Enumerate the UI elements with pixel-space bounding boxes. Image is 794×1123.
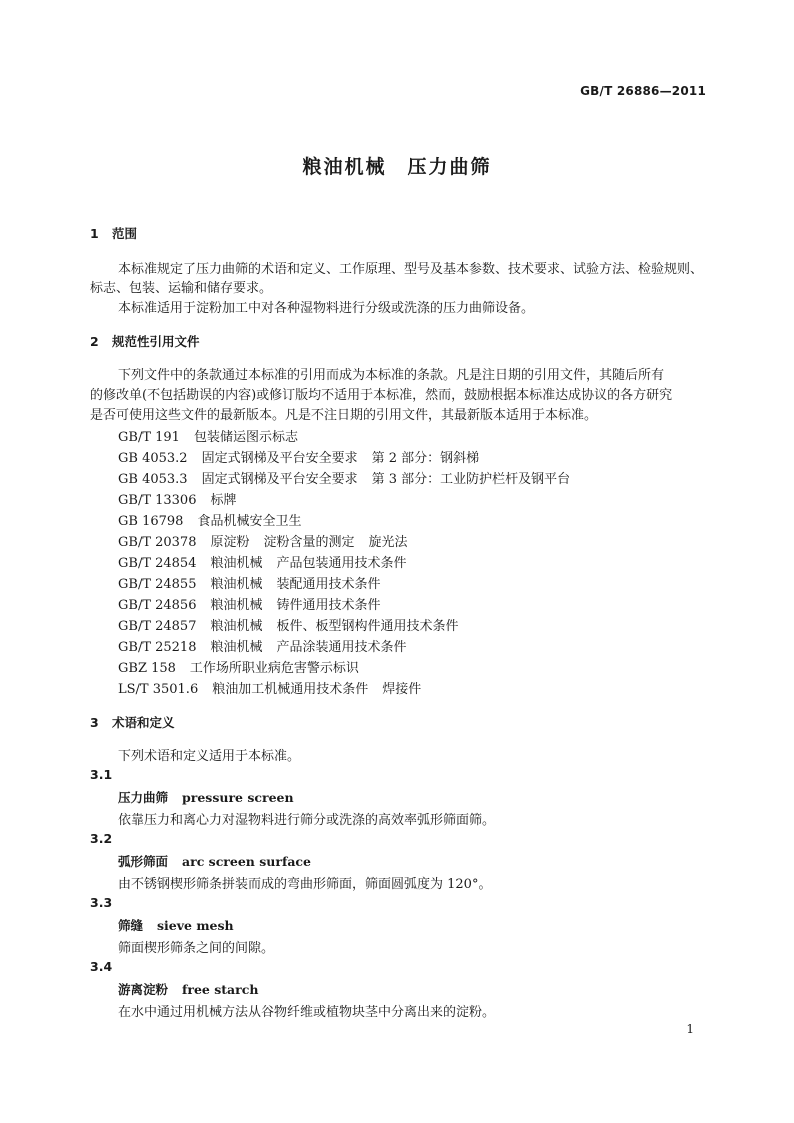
reference-entry [118, 531, 408, 550]
section-3-heading [90, 713, 175, 731]
scope-paragraph-line: 标志、包装、运输和储存要求。 [90, 281, 273, 296]
reference-code: GB/T 24855 [118, 577, 197, 592]
reference-title: 工作场所职业病危害警示标识 [189, 661, 359, 676]
term-definition: 在水中通过用机械方法从谷物纤维或植物块茎中分离出来的淀粉。 [118, 1005, 496, 1020]
standard-code-header: GB/T 26886—2011 [580, 84, 706, 98]
reference-subtitle: 焊接件 [382, 682, 422, 697]
section-number: 1 [90, 226, 99, 241]
term-definition: 依靠压力和离心力对湿物料进行筛分或洗涤的高效率弧形筛面筛。 [118, 813, 496, 828]
reference-title: 粮油机械 [210, 556, 263, 571]
term-en: pressure screen [182, 790, 294, 805]
reference-subtitle: 淀粉含量的测定 [263, 535, 355, 550]
reference-title: 固定式钢梯及平台安全要求 [201, 451, 358, 466]
reference-code: GB/T 24856 [118, 598, 197, 613]
reference-title: 原淀粉 [210, 535, 250, 550]
reference-entry [118, 636, 407, 655]
reference-title: 包装储运图示标志 [193, 430, 298, 445]
term-number: 3.1 [90, 767, 113, 782]
term-heading [118, 916, 234, 934]
reference-entry [118, 594, 381, 613]
terms-intro: 下列术语和定义适用于本标准。 [118, 749, 301, 764]
reference-code: LS/T 3501.6 [118, 682, 199, 697]
term-heading [118, 852, 311, 870]
reference-subtitle: 旋光法 [368, 535, 408, 550]
term-zh: 游离淀粉 [118, 982, 169, 997]
section-number: 2 [90, 334, 99, 349]
term-en: sieve mesh [157, 918, 234, 933]
term-zh: 弧形筛面 [118, 854, 169, 869]
section-title: 术语和定义 [112, 715, 175, 730]
reference-title: 粮油机械 [210, 598, 263, 613]
reference-code: GB 4053.2 [118, 451, 188, 466]
reference-subtitle: 第 2 部分：钢斜梯 [371, 451, 480, 466]
reference-code: GB/T 24857 [118, 619, 197, 634]
reference-title: 粮油机械 [210, 577, 263, 592]
reference-code: GB/T 191 [118, 430, 180, 445]
reference-subtitle: 产品包装通用技术条件 [276, 556, 407, 571]
term-heading [118, 980, 258, 998]
reference-entry [118, 615, 459, 634]
reference-entry [118, 657, 359, 676]
reference-code: GB 16798 [118, 514, 184, 529]
scope-paragraph-line: 本标准规定了压力曲筛的术语和定义、工作原理、型号及基本参数、技术要求、试验方法、检验规则、 [118, 262, 704, 277]
reference-entry [118, 489, 237, 508]
term-zh: 筛缝 [118, 918, 144, 933]
reference-code: GB/T 20378 [118, 535, 197, 550]
reference-entry [118, 447, 479, 466]
section-title: 规范性引用文件 [112, 334, 200, 349]
term-en: free starch [182, 982, 259, 997]
reference-entry [118, 468, 570, 487]
reference-title: 固定式钢梯及平台安全要求 [201, 472, 358, 487]
reference-code: GB 4053.3 [118, 472, 188, 487]
reference-subtitle: 产品涂装通用技术条件 [276, 640, 407, 655]
reference-subtitle: 板件、板型钢构件通用技术条件 [276, 619, 459, 634]
section-2-heading [90, 332, 200, 350]
reference-title: 粮油机械 [210, 640, 263, 655]
page-number: 1 [686, 1022, 694, 1036]
section-number: 3 [90, 715, 99, 730]
reference-title: 粮油机械 [210, 619, 263, 634]
reference-subtitle: 装配通用技术条件 [276, 577, 381, 592]
reference-entry [118, 510, 301, 529]
reference-entry [118, 426, 298, 445]
term-heading [118, 788, 294, 806]
document-title: 粮油机械 压力曲筛 [302, 156, 492, 178]
reference-title: 食品机械安全卫生 [197, 514, 302, 529]
reference-title: 标牌 [210, 493, 237, 508]
reference-subtitle: 第 3 部分：工业防护栏杆及钢平台 [371, 472, 571, 487]
section-title: 范围 [112, 226, 138, 241]
term-en: arc screen surface [182, 854, 311, 869]
term-definition: 由不锈钢楔形筛条拼装而成的弯曲形筛面，筛面圆弧度为 120°。 [118, 877, 492, 892]
reference-title: 粮油加工机械通用技术条件 [212, 682, 369, 697]
section-1-heading [90, 224, 137, 242]
normative-ref-paragraph-line: 下列文件中的条款通过本标准的引用而成为本标准的条款。凡是注日期的引用文件，其随后所有 [118, 368, 665, 383]
term-number: 3.2 [90, 831, 113, 846]
scope-paragraph-line: 本标准适用于淀粉加工中对各种湿物料进行分级或洗涤的压力曲筛设备。 [118, 301, 535, 316]
normative-ref-paragraph-line: 是否可使用这些文件的最新版本。凡是不注日期的引用文件，其最新版本适用于本标准。 [90, 408, 598, 423]
reference-entry [118, 678, 421, 697]
reference-code: GB/T 25218 [118, 640, 197, 655]
reference-code: GBZ 158 [118, 661, 176, 676]
term-definition: 筛面楔形筛条之间的间隙。 [118, 941, 275, 956]
reference-code: GB/T 13306 [118, 493, 197, 508]
reference-entry [118, 573, 381, 592]
term-number: 3.4 [90, 959, 113, 974]
reference-entry [118, 552, 407, 571]
term-number: 3.3 [90, 895, 113, 910]
reference-code: GB/T 24854 [118, 556, 197, 571]
term-zh: 压力曲筛 [118, 790, 169, 805]
normative-ref-paragraph-line: 的修改单(不包括勘误的内容)或修订版均不适用于本标准，然而，鼓励根据本标准达成协议的各方研究 [90, 388, 673, 403]
reference-subtitle: 铸件通用技术条件 [276, 598, 381, 613]
